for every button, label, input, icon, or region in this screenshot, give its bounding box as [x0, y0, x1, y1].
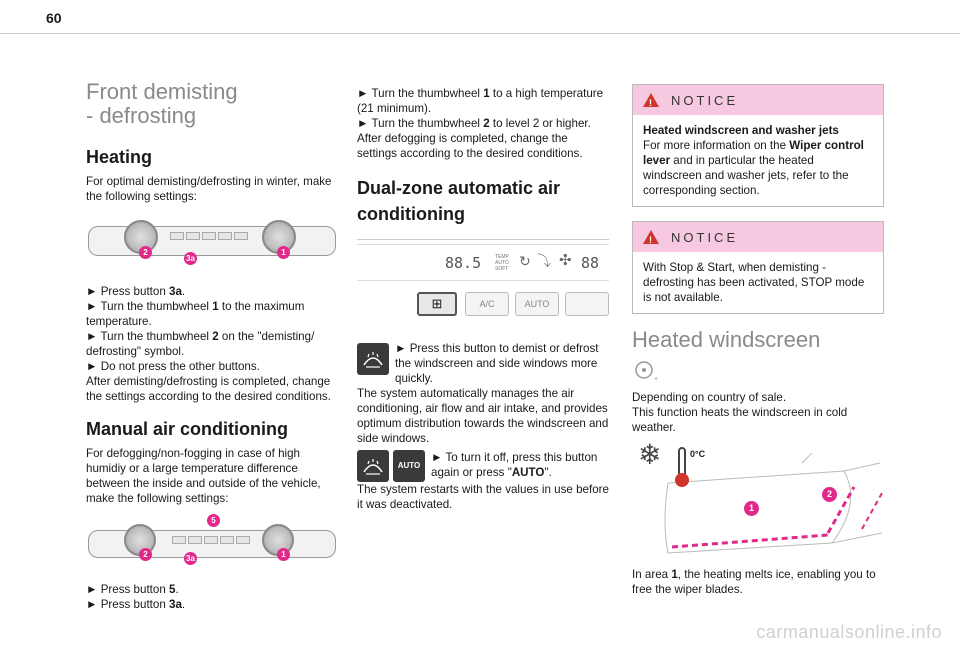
column-2: [357, 86, 609, 512]
heating-after: After demisting/defrosting is completed, change the settings according to the desired conditions.: [86, 375, 331, 403]
demist-button: ⊞: [417, 292, 457, 316]
heated-windscreen-title: Heated windscreen: [632, 327, 821, 352]
dual-zone-heading: Dual-zone automatic air conditioning: [357, 178, 561, 224]
thermometer-bulb: [675, 473, 689, 487]
panel-button: [172, 536, 186, 544]
step-text: ► Turn the thumbwheel: [86, 330, 213, 343]
step-text: ► Press button: [86, 583, 170, 596]
windscreen-figure: [632, 439, 884, 561]
step: [86, 329, 338, 359]
step-text: .: [181, 598, 186, 611]
notice-box-1: [632, 84, 884, 207]
panel-button: [204, 536, 218, 544]
column-3: [632, 84, 884, 597]
turn-off-pre: ► To turn it off, press this button again or press ": [431, 451, 598, 479]
step-text: ► Press button: [86, 598, 170, 611]
warning-icon: [643, 230, 659, 244]
turn-off-bold: AUTO: [511, 466, 545, 479]
col2-after: After defogging is completed, change the settings according to the desired conditions.: [357, 132, 583, 160]
recirc-icon: ↻: [519, 253, 531, 269]
step-bold: 2: [483, 117, 490, 130]
svg-text:+: +: [654, 376, 659, 382]
notice-label: NOTICE: [671, 229, 739, 245]
system-text: The system automatically manages the air conditioning, air flow and air intake, and provides optimum distribution towards the windscreen and side windows.: [357, 387, 609, 445]
demist-icon: [357, 450, 389, 482]
column-1: [86, 80, 338, 612]
step-text: ► Turn the thumbwheel: [357, 87, 484, 100]
step-bold: 3a: [169, 598, 182, 611]
panel-button: [234, 232, 248, 240]
page-number: 60: [46, 10, 62, 26]
notice-text-post: and in particular the heated windscreen and washer jets, refer to the corresponding section.: [643, 154, 849, 197]
notice-header: [633, 85, 883, 115]
step: [86, 359, 338, 374]
notice-text: [643, 138, 873, 198]
step-text: .: [181, 285, 186, 298]
demist-icon: [357, 343, 389, 375]
panel-button: [170, 232, 184, 240]
step: [86, 299, 338, 329]
footer-watermark: carmanualsonline.info: [756, 622, 942, 642]
step: [86, 284, 338, 299]
heating-steps: [86, 284, 338, 404]
fan-icon: ✣: [559, 252, 572, 269]
label-3a: 3a: [184, 252, 197, 265]
area-text: [632, 567, 884, 597]
step-text: ► Turn the thumbwheel: [357, 117, 484, 130]
auto-soft-label: TEMP AUTO SOFT: [495, 254, 509, 272]
label-2: 2: [139, 548, 152, 561]
step-bold: 3a: [169, 285, 182, 298]
title-line-1: Front demisting: [86, 79, 238, 104]
notice-box-2: [632, 221, 884, 314]
windscreen-illustration: [632, 439, 884, 561]
heating-intro: For optimal demisting/defrosting in winter, make the following settings:: [86, 175, 332, 203]
panel-button: [220, 536, 234, 544]
notice-header: [633, 222, 883, 252]
title-line-2: - defrosting: [86, 103, 197, 128]
step-bold: 2: [212, 330, 219, 343]
manual-ac-heading: Manual air conditioning: [86, 419, 288, 439]
step-bold: 1: [212, 300, 219, 313]
airflow-icon: ⤵: [537, 253, 551, 269]
step-text: ► Press button: [86, 285, 170, 298]
label-2: 2: [139, 246, 152, 259]
area-label-1: 1: [744, 501, 759, 516]
area-bold: 1: [671, 568, 678, 581]
step: [86, 582, 338, 597]
country-text: Depending on country of sale.: [632, 391, 787, 404]
auto-button: AUTO: [515, 292, 559, 316]
auto-icon: AUTO: [393, 450, 425, 482]
label-1: 1: [277, 246, 290, 259]
step: [357, 116, 609, 131]
panel-button: [186, 232, 200, 240]
function-text: This function heats the windscreen in cold weather.: [632, 406, 848, 434]
heating-heading: Heating: [86, 147, 153, 167]
control-panel-figure-1: [86, 212, 338, 272]
label-1: 1: [277, 548, 290, 561]
area-post: , the heating melts ice, enabling you to free the wiper blades.: [632, 568, 876, 596]
header-rule: [0, 33, 960, 34]
panel-button: [565, 292, 609, 316]
car-option-icon: [632, 360, 660, 382]
ac-button: A/C: [465, 292, 509, 316]
press-block: [357, 341, 609, 386]
step-text: to the maximum temperature.: [86, 300, 305, 328]
step-bold: 5: [169, 583, 176, 596]
restart-text: The system restarts with the values in use before it was deactivated.: [357, 483, 609, 511]
panel-button: [188, 536, 202, 544]
press-text: ► Press this button to demist or defrost the windscreen and side windows more quickly.: [395, 342, 599, 385]
step-text: on the "demisting/ defrosting" symbol.: [86, 330, 315, 358]
step: [357, 86, 609, 116]
manual-steps: [86, 582, 338, 612]
panel-line: [357, 280, 609, 281]
panel-button: [202, 232, 216, 240]
step-text: .: [175, 583, 179, 596]
temp-display-2: 88: [581, 254, 600, 272]
turn-off-post: ".: [544, 466, 552, 479]
notice-body: [633, 115, 883, 206]
dual-zone-panel-figure: [357, 239, 609, 331]
notice-text-bold: Wiper control lever: [643, 139, 864, 167]
section-title: [86, 80, 338, 128]
area-pre: In area: [632, 568, 672, 581]
panel-button: [236, 536, 250, 544]
snowflake-icon: ❄: [638, 439, 662, 470]
step-text: to a high temperature (21 minimum).: [357, 87, 604, 115]
step-bold: 1: [483, 87, 490, 100]
manual-ac-intro: For defogging/non-fogging in case of high humidiy or a large temperature difference between the inside and outside of the vehicle, make the following settings:: [86, 447, 321, 505]
turn-off-block: [357, 450, 609, 480]
step: [86, 597, 338, 612]
notice-text-pre: For more information on the: [643, 139, 790, 152]
step-text: to level 2 or higher.: [489, 117, 591, 130]
temp-display: 88.5: [445, 254, 482, 272]
temp-label: 0°C: [690, 449, 706, 459]
warning-icon: [643, 93, 659, 107]
notice-body: With Stop & Start, when demisting - defrosting has been activated, STOP mode is not available.: [643, 261, 865, 304]
label-3a: 3a: [184, 552, 197, 565]
label-5: 5: [207, 514, 220, 527]
panel-button: [218, 232, 232, 240]
step-text: ► Turn the thumbwheel: [86, 300, 213, 313]
notice-label: NOTICE: [671, 92, 739, 108]
notice-title: Heated windscreen and washer jets: [643, 124, 839, 137]
panel-line: [357, 244, 609, 245]
area-label-2: 2: [822, 487, 837, 502]
step-text: ► Do not press the other buttons.: [86, 360, 260, 373]
control-panel-figure-2: [86, 514, 338, 574]
